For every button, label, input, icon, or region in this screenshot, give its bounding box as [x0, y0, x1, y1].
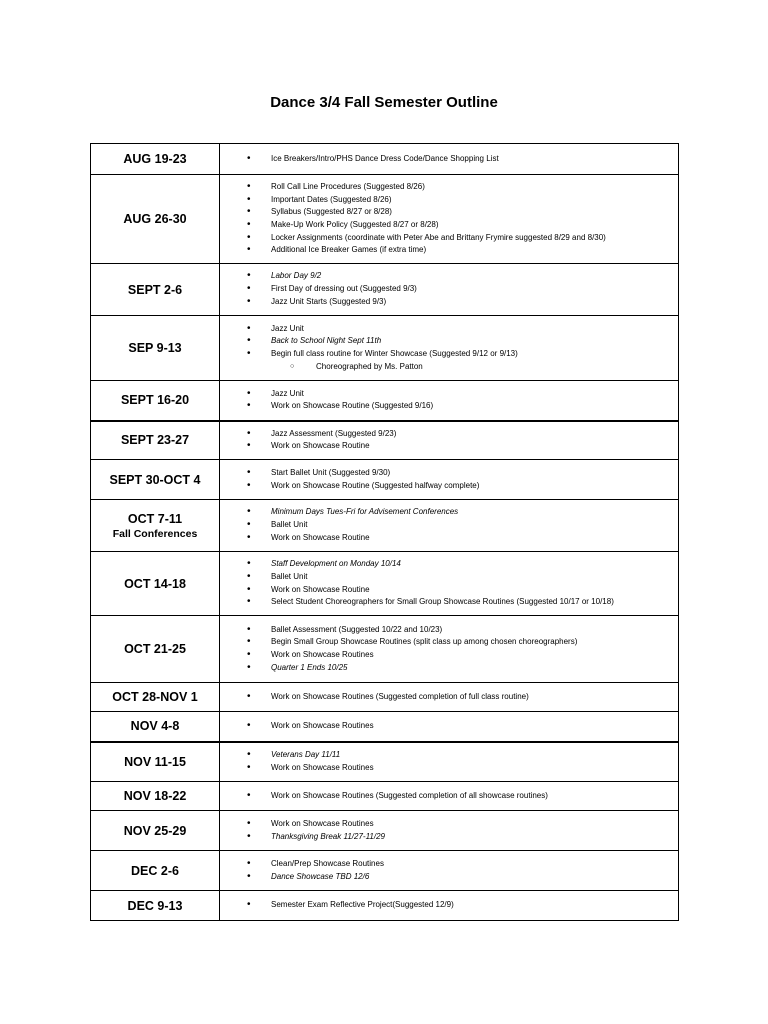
- week-date: NOV 4-8: [130, 719, 180, 734]
- week-row: [91, 264, 679, 316]
- week-date: AUG 19-23: [123, 152, 187, 166]
- week-date-cell: [91, 712, 220, 742]
- week-date-cell: [91, 891, 220, 921]
- week-items-cell: [220, 811, 679, 851]
- list-item: • Ice Breakers/Intro/PHS Dance Dress Code/Dance Shopping List: [220, 153, 678, 166]
- week-row: [91, 144, 679, 175]
- week-row: [91, 175, 679, 264]
- week-row: [91, 460, 679, 500]
- list-item: • Clean/Prep Showcase Routines: [220, 858, 678, 871]
- list-item: • Work on Showcase Routine: [220, 440, 678, 453]
- week-row: [91, 851, 679, 891]
- week-items-list: [220, 720, 678, 733]
- week-date: SEPT 23-27: [120, 433, 190, 448]
- week-date: DEC 2-6: [131, 863, 179, 878]
- week-items-cell: [220, 851, 679, 891]
- list-item: • Work on Showcase Routine (Suggested 9/16): [220, 400, 678, 413]
- week-date-cell: [91, 811, 220, 851]
- week-items-cell: [220, 316, 679, 381]
- week-items-list: [220, 749, 678, 774]
- week-row: [91, 891, 679, 921]
- list-item: • Dance Showcase TBD 12/6: [220, 871, 678, 884]
- week-row: [91, 421, 679, 460]
- week-date: OCT 21-25: [124, 642, 186, 656]
- week-date: SEPT 30-OCT 4: [109, 472, 201, 487]
- week-date-cell: [91, 421, 220, 460]
- week-items-cell: [220, 742, 679, 782]
- week-items-list: [220, 691, 678, 704]
- week-row: [91, 381, 679, 421]
- list-item: • Start Ballet Unit (Suggested 9/30): [220, 467, 678, 480]
- week-row: [91, 316, 679, 381]
- week-date-cell: [91, 782, 220, 811]
- list-item: • Important Dates (Suggested 8/26): [220, 194, 678, 207]
- week-items-list: [220, 323, 678, 374]
- list-item: • Work on Showcase Routine: [220, 532, 678, 545]
- semester-outline-table: [90, 143, 679, 921]
- week-items-cell: [220, 421, 679, 460]
- list-item: • Work on Showcase Routines: [220, 720, 678, 733]
- week-items-cell: [220, 175, 679, 264]
- week-items-list: [220, 428, 678, 453]
- week-date: SEP 9-13: [128, 341, 182, 355]
- week-items-cell: [220, 460, 679, 500]
- list-item: • Jazz Unit Starts (Suggested 9/3): [220, 296, 678, 309]
- week-date-cell: [91, 851, 220, 891]
- week-date: OCT 14-18: [124, 576, 186, 591]
- list-item: • Ballet Assessment (Suggested 10/22 and 10/23): [220, 624, 678, 637]
- week-row: [91, 500, 679, 552]
- list-item: • Work on Showcase Routine (Suggested halfway complete): [220, 480, 678, 493]
- list-item: • Work on Showcase Routines: [220, 762, 678, 775]
- list-item: • Work on Showcase Routines: [220, 649, 678, 662]
- week-subtitle: Fall Conferences: [112, 527, 198, 540]
- week-items-cell: [220, 500, 679, 552]
- week-date: OCT 28-NOV 1: [112, 690, 198, 704]
- list-item: • Veterans Day 11/11: [220, 749, 678, 762]
- list-item: • Work on Showcase Routines (Suggested completion of all showcase routines): [220, 790, 678, 803]
- week-date-cell: [91, 742, 220, 782]
- list-item: • Minimum Days Tues-Fri for Advisement Conferences: [220, 506, 678, 519]
- week-items-cell: [220, 712, 679, 742]
- week-row: [91, 616, 679, 683]
- week-date-cell: [91, 683, 220, 712]
- week-items-cell: [220, 782, 679, 811]
- week-row: [91, 683, 679, 712]
- week-row: [91, 782, 679, 811]
- list-item: • Ballet Unit: [220, 519, 678, 532]
- week-date: SEPT 2-6: [127, 282, 183, 297]
- week-date: DEC 9-13: [127, 898, 183, 913]
- list-item: • Jazz Unit: [220, 388, 678, 401]
- week-date-cell: [91, 144, 220, 175]
- week-items-list: [220, 858, 678, 883]
- week-items-list: [220, 388, 678, 413]
- week-items-cell: [220, 616, 679, 683]
- week-row: [91, 811, 679, 851]
- list-item: • Jazz Unit: [220, 323, 678, 336]
- week-date-cell: [91, 316, 220, 381]
- list-item: • Begin full class routine for Winter Showcase (Suggested 9/12 or 9/13): [220, 348, 678, 361]
- list-item: • Labor Day 9/2: [220, 270, 678, 283]
- list-item: • Begin Small Group Showcase Routines (split class up among chosen choreographers): [220, 636, 678, 649]
- list-item: • Jazz Assessment (Suggested 9/23): [220, 428, 678, 441]
- week-row: [91, 552, 679, 616]
- week-items-list: [220, 899, 678, 912]
- list-item: • Thanksgiving Break 11/27-11/29: [220, 831, 678, 844]
- week-row: [91, 742, 679, 782]
- list-item: • Make-Up Work Policy (Suggested 8/27 or 8/28): [220, 219, 678, 232]
- week-date-cell: [91, 264, 220, 316]
- list-item: • Work on Showcase Routines: [220, 818, 678, 831]
- week-items-list: [220, 153, 678, 166]
- week-date-cell: [91, 381, 220, 421]
- week-date-cell: [91, 460, 220, 500]
- week-date: SEPT 16-20: [120, 393, 190, 408]
- week-items-cell: [220, 144, 679, 175]
- week-date: NOV 11-15: [124, 754, 186, 769]
- week-items-list: [220, 467, 678, 492]
- list-item: • Ballet Unit: [220, 571, 678, 584]
- week-date-cell: [91, 552, 220, 616]
- week-items-cell: [220, 381, 679, 421]
- list-item: • Work on Showcase Routines (Suggested completion of full class routine): [220, 691, 678, 704]
- sub-list-item: ○ Choreographed by Ms. Patton: [220, 361, 678, 374]
- week-items-list: [220, 181, 678, 257]
- list-item: • Syllabus (Suggested 8/27 or 8/28): [220, 206, 678, 219]
- list-item: • Work on Showcase Routine: [220, 584, 678, 597]
- week-date: NOV 18-22: [123, 789, 187, 803]
- week-row: [91, 712, 679, 742]
- week-date-cell: [91, 175, 220, 264]
- week-items-list: [220, 790, 678, 803]
- list-item: • Semester Exam Reflective Project(Suggested 12/9): [220, 899, 678, 912]
- week-items-cell: [220, 552, 679, 616]
- week-date: OCT 7-11: [127, 511, 183, 526]
- list-item: • Locker Assignments (coordinate with Peter Abe and Brittany Frymire suggested 8/29 and 8/30): [220, 232, 678, 245]
- week-items-cell: [220, 264, 679, 316]
- week-date: AUG 26-30: [123, 212, 187, 226]
- list-item: • Roll Call Line Procedures (Suggested 8/26): [220, 181, 678, 194]
- week-items-list: [220, 270, 678, 308]
- list-item: • Additional Ice Breaker Games (if extra time): [220, 244, 678, 257]
- list-item: • Staff Development on Monday 10/14: [220, 558, 678, 571]
- week-items-list: [220, 818, 678, 843]
- week-date: NOV 25-29: [123, 823, 187, 838]
- list-item: • Back to School Night Sept 11th: [220, 335, 678, 348]
- week-items-list: [220, 558, 678, 609]
- week-date-cell: [91, 500, 220, 552]
- list-item: • Quarter 1 Ends 10/25: [220, 662, 678, 675]
- list-item: • Select Student Choreographers for Small Group Showcase Routines (Suggested 10/17 or 10/18): [220, 596, 678, 609]
- week-items-list: [220, 506, 678, 544]
- list-item: • First Day of dressing out (Suggested 9/3): [220, 283, 678, 296]
- week-items-cell: [220, 683, 679, 712]
- page-title: Dance 3/4 Fall Semester Outline: [270, 94, 498, 111]
- week-items-cell: [220, 891, 679, 921]
- week-date-cell: [91, 616, 220, 683]
- week-items-list: [220, 624, 678, 675]
